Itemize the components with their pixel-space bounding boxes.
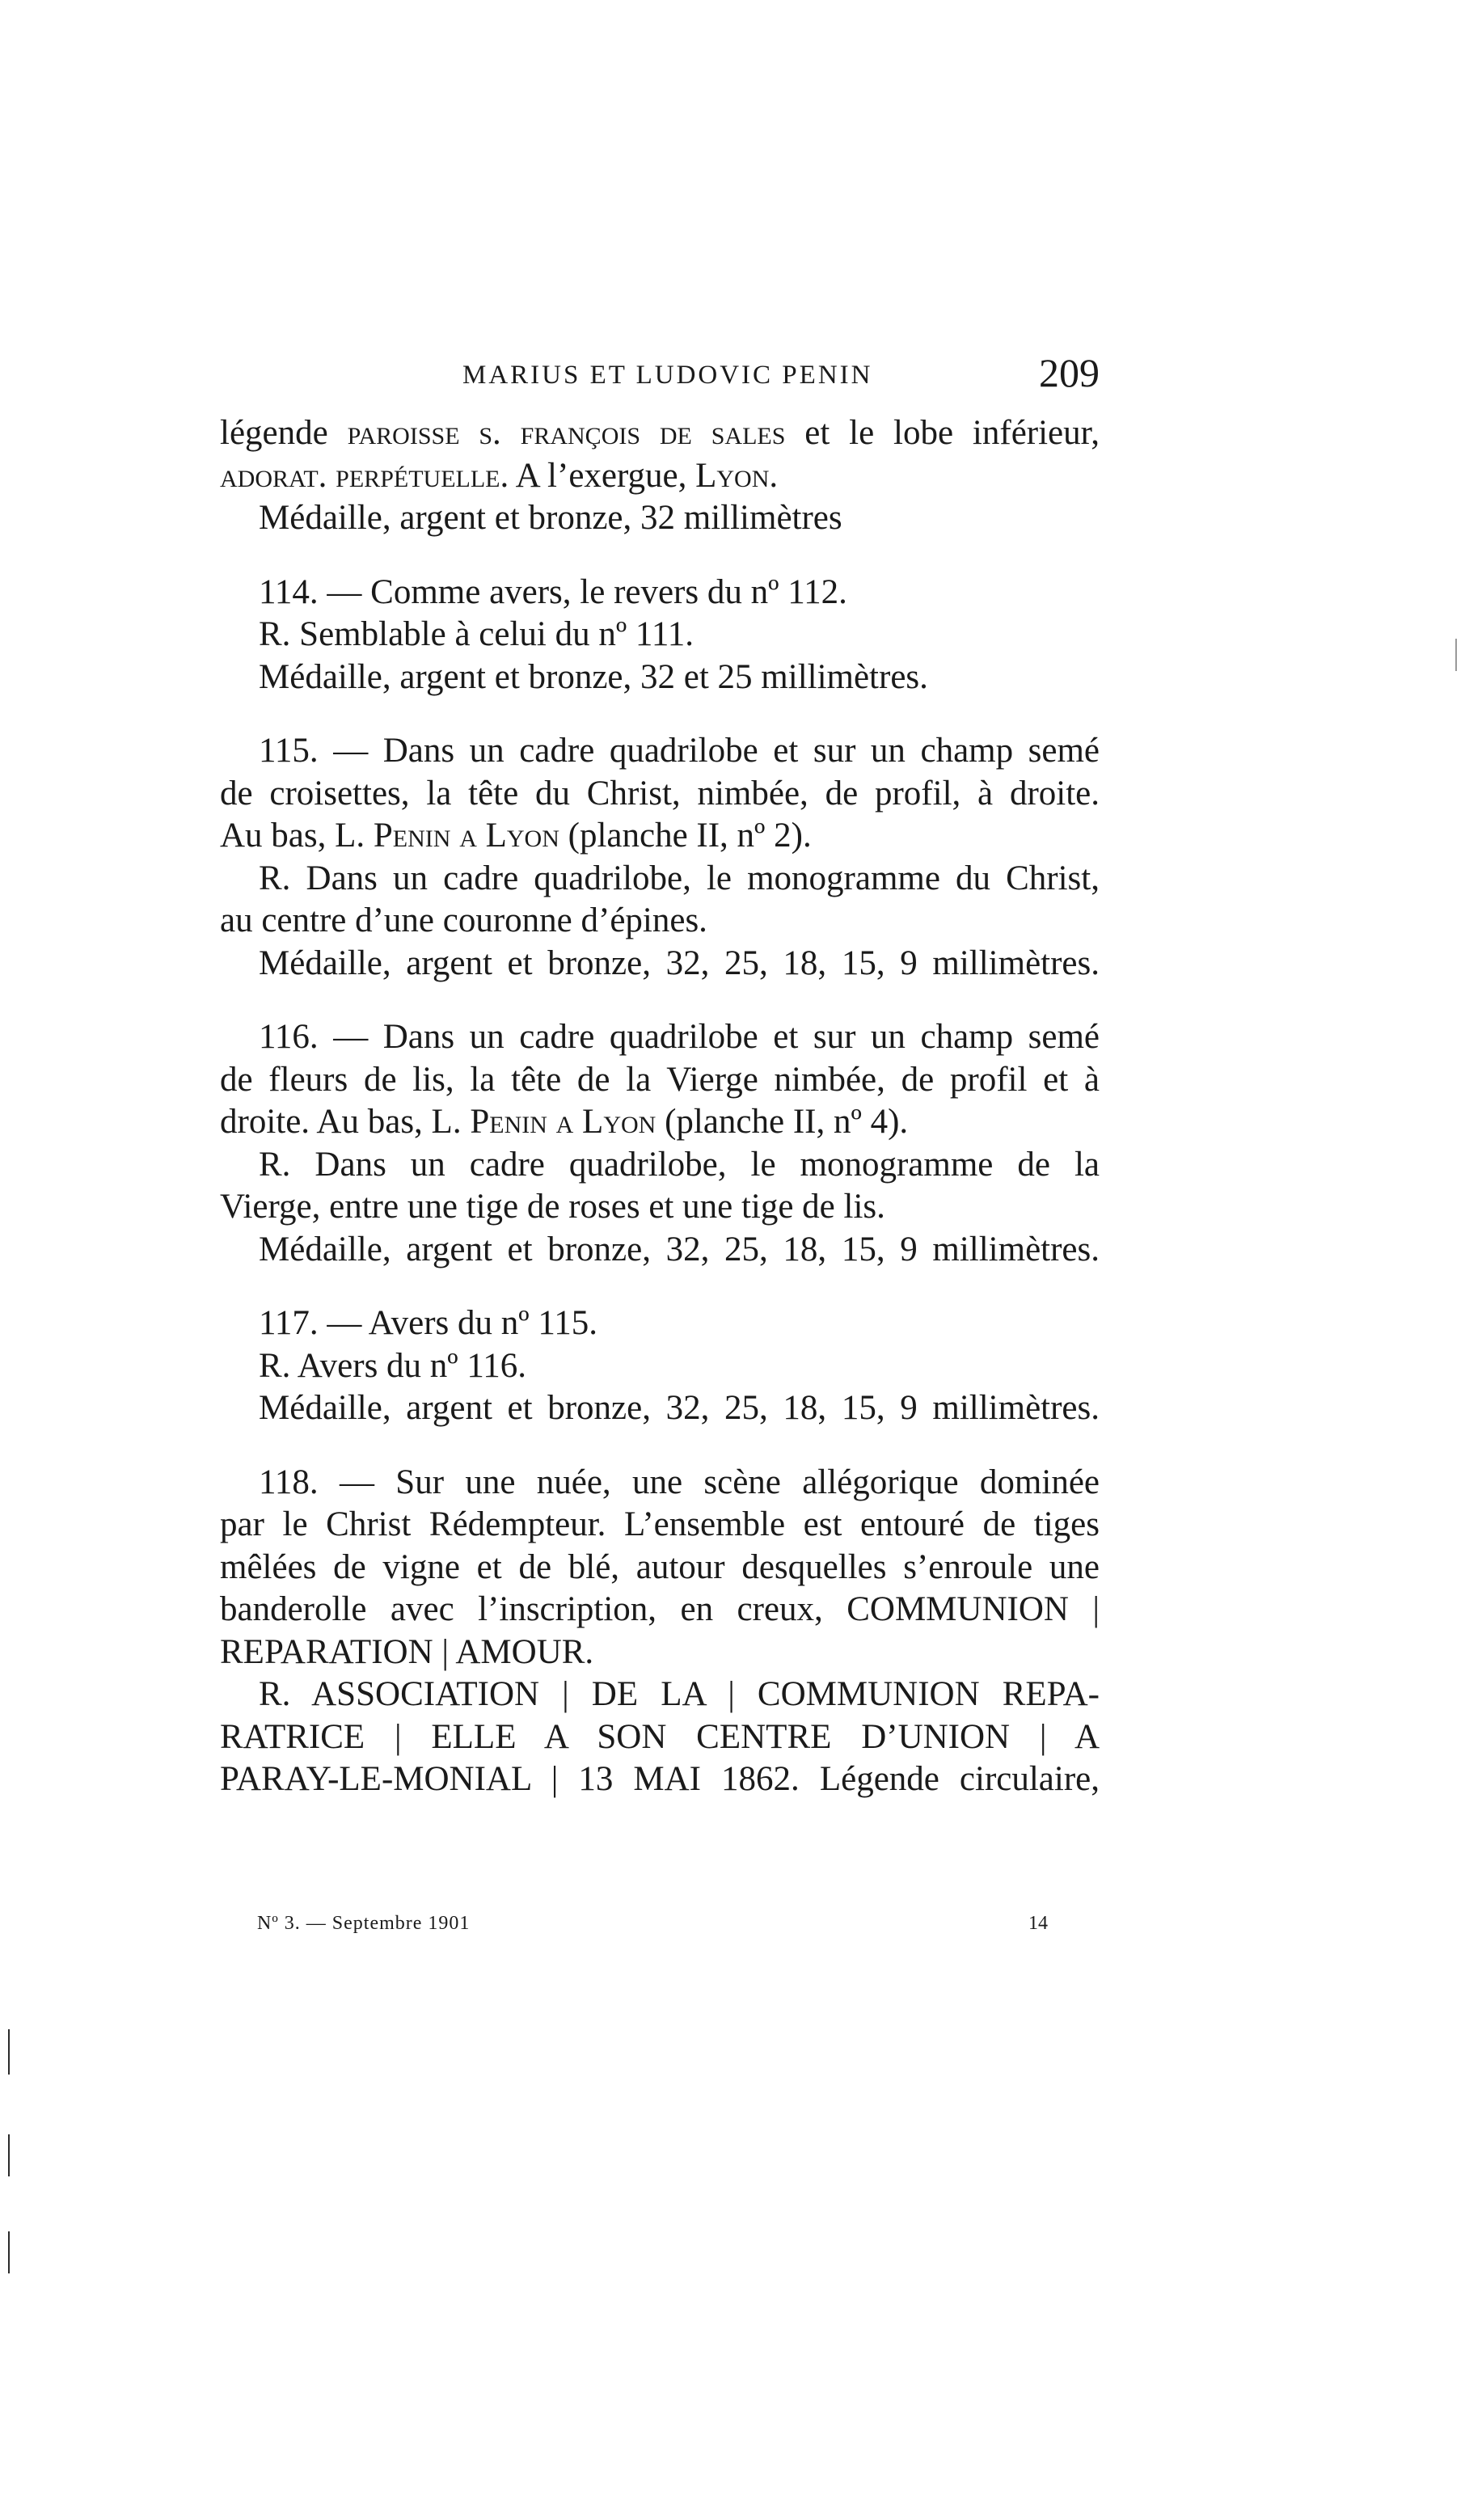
paragraph-gap xyxy=(220,540,1100,572)
text-line: Médaille, argent et bronze, 32, 25, 18, 15, 9 millimètres. xyxy=(259,1389,1100,1427)
text-line: par le Christ Rédempteur. L’ensemble est entouré de tiges xyxy=(220,1505,1100,1543)
page-header xyxy=(220,338,1100,411)
text-line: mêlées de vigne et de blé, autour desquelles s’enroule une xyxy=(220,1547,1100,1586)
body-text xyxy=(220,412,1100,1801)
text-line: R. Semblable à celui du nº 111. xyxy=(259,615,694,653)
entry-heading: 116. — Dans un cadre quadrilobe et sur un champ semé xyxy=(259,1018,1100,1056)
scan-margin-mark xyxy=(1455,639,1457,671)
page-number: 209 xyxy=(1039,350,1100,395)
paragraph-gap xyxy=(220,699,1100,730)
text-line: de fleurs de lis, la tête de la Vierge nimbée, de profil et à xyxy=(220,1060,1100,1099)
entry-heading: 114. — Comme avers, le revers du nº 112. xyxy=(259,572,847,611)
paragraph-gap xyxy=(220,985,1100,1016)
text-line: R. Avers du nº 116. xyxy=(259,1346,527,1385)
text-line: droite. Au bas, L. Penin a Lyon (planche II, nº 4). xyxy=(220,1103,909,1141)
text-line: REPARATION | AMOUR. xyxy=(220,1632,594,1671)
text-line: Médaille, argent et bronze, 32 millimètres xyxy=(259,499,842,537)
text-line: légende paroisse s. françois de sales et le lobe inférieur, xyxy=(220,414,1100,452)
entry-heading: 117. — Avers du nº 115. xyxy=(259,1304,598,1342)
entry-heading: 115. — Dans un cadre quadrilobe et sur un champ semé xyxy=(259,732,1100,770)
text-line: Médaille, argent et bronze, 32 et 25 millimètres. xyxy=(259,657,928,696)
scan-margin-mark xyxy=(8,2029,10,2075)
text-line: R. Dans un cadre quadrilobe, le monogramme de la xyxy=(259,1145,1100,1184)
text-line: Médaille, argent et bronze, 32, 25, 18, 15, 9 millimètres. xyxy=(259,943,1100,982)
text-line: Vierge, entre une tige de roses et une tige de lis. xyxy=(220,1188,885,1226)
page-footer xyxy=(257,1913,1066,1945)
text-line: banderolle avec l’inscription, en creux, COMMUNION | xyxy=(220,1590,1100,1628)
text-line: R. ASSOCIATION | DE LA | COMMUNION REPA- xyxy=(259,1675,1100,1713)
text-line: R. Dans un cadre quadrilobe, le monogramme du Christ, xyxy=(259,859,1100,897)
text-line: Au bas, L. Penin a Lyon (planche II, nº 2). xyxy=(220,817,812,855)
text-line: de croisettes, la tête du Christ, nimbée, de profil, à droite. xyxy=(220,774,1100,813)
scan-margin-mark xyxy=(8,2231,10,2273)
text-line: au centre d’une couronne d’épines. xyxy=(220,901,707,939)
signature-mark: Nº 3. — Septembre 1901 xyxy=(257,1913,471,1934)
text-line: Médaille, argent et bronze, 32, 25, 18, 15, 9 millimètres. xyxy=(259,1230,1100,1268)
text-line: PARAY-LE-MONIAL | 13 MAI 1862. Légende circulaire, xyxy=(220,1760,1100,1798)
scan-margin-mark xyxy=(8,2134,10,2176)
paragraph-gap xyxy=(220,1271,1100,1302)
paragraph-gap xyxy=(220,1430,1100,1462)
entry-heading: 118. — Sur une nuée, une scène allégorique dominée xyxy=(259,1463,1100,1501)
text-line: adorat. perpétuelle. A l’exergue, Lyon. xyxy=(220,456,779,495)
running-title: MARIUS ET LUDOVIC PENIN xyxy=(462,361,873,390)
sheet-number: 14 xyxy=(1028,1913,1048,1934)
text-line: RATRICE | ELLE A SON CENTRE D’UNION | A xyxy=(220,1717,1100,1756)
